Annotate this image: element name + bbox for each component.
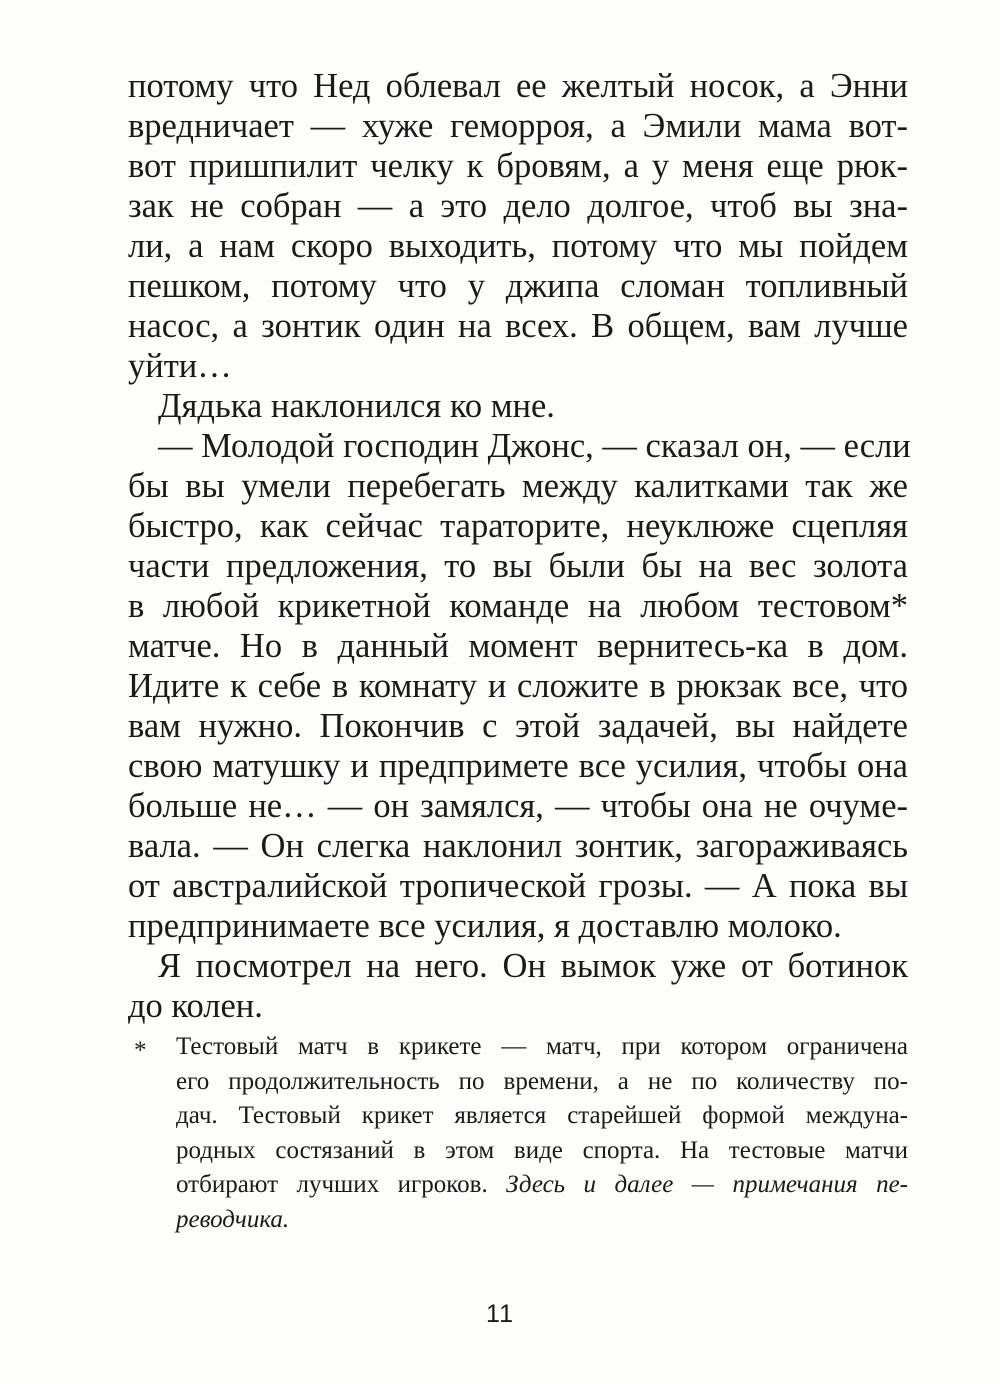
text-line: быстро, как сейчас тараторите, неуклюже сцепляя: [128, 507, 908, 545]
text-line: уйти…: [128, 347, 232, 385]
footnote-line: [128, 1203, 908, 1238]
text-line: зак не собран — а это дело долгое, чтоб вы зна-: [128, 187, 908, 225]
text-line: до колен.: [128, 987, 263, 1025]
text-line: вала. — Он слегка наклонил зонтик, загораживаясь: [128, 827, 908, 865]
text-line: вот пришпилит челку к бровям, а у меня еще рюк-: [128, 147, 908, 185]
text-line: матче. Но в данный момент вернитесь-ка в дом.: [128, 627, 908, 665]
text-line: насос, а зонтик один на всех. В общем, вам лучше: [128, 307, 908, 345]
translator-note: реводчика.: [176, 1205, 290, 1233]
text-line: Идите к себе в комнату и сложите в рюкзак все, что: [128, 667, 908, 705]
text-line: вредничает — хуже геморроя, а Эмили мама вот-: [128, 107, 908, 145]
text-line: части предложения, то вы были бы на вес золота: [128, 547, 908, 585]
footnote-marker: *: [134, 1037, 147, 1064]
text-line: бы вы умели перебегать между калитками так же: [128, 467, 908, 505]
text-line: больше не… — он замялся, — чтобы она не очуме-: [128, 787, 908, 825]
text-line: Дядька наклонился ко мне.: [158, 387, 555, 425]
footnote-line: дач. Тестовый крикет является старейшей формой междуна-: [176, 1102, 908, 1129]
text-line: ли, а нам скоро выходить, потому что мы пойдем: [128, 227, 908, 265]
translator-note: Здесь и далее — примечания пе-: [506, 1171, 908, 1198]
footnote-line: родных состязаний в этом виде спорта. На тестовые матчи: [176, 1136, 908, 1164]
text-line: — Молодой господин Джонс, — сказал он, — если: [158, 427, 911, 465]
footnote-line: Тестовый матч в крикете — матч, при котором ограничена: [176, 1033, 908, 1060]
text-line: предпринимаете все усилия, я доставлю молоко.: [128, 907, 842, 945]
text-line: в любой крикетной команде на любом тестовом*: [128, 587, 908, 625]
text-line: свою матушку и предпримете все усилия, чтобы она: [128, 747, 908, 785]
page-number: 11: [486, 1300, 514, 1328]
footnote-line: его продолжительность по времени, а не по количеству по-: [176, 1067, 908, 1095]
text-line: Я посмотрел на него. Он вымок уже от ботинок: [158, 947, 908, 985]
footnote: [128, 1030, 908, 1237]
text-line: от австралийской тропической грозы. — А пока вы: [128, 867, 908, 905]
text-line: пешком, потому что у джипа сломан топливный: [128, 267, 908, 305]
text-line: вам нужно. Покончив с этой задачей, вы найдете: [128, 707, 908, 745]
footnote-text: отбирают лучших игроков.: [176, 1171, 488, 1198]
main-text: [128, 66, 911, 1026]
footnote-line: [128, 1168, 908, 1203]
text-line: потому что Нед облевал ее желтый носок, а Энни: [128, 67, 908, 105]
